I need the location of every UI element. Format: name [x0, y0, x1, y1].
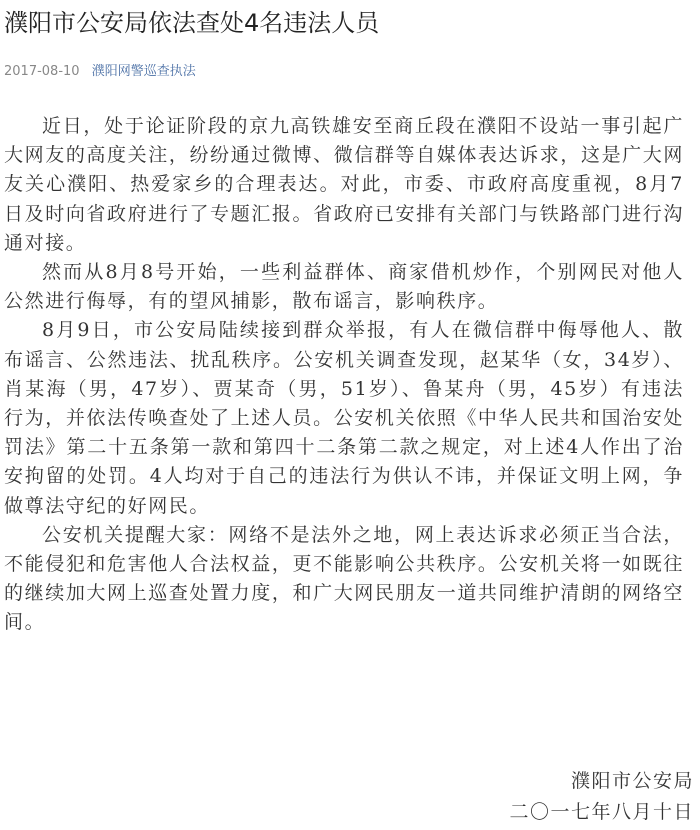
paragraph: 近日，处于论证阶段的京九高铁雄安至商丘段在濮阳不设站一事引起广大网友的高度关注，纷纷通过微博、微信群等自媒体表达诉求，这是广大网友关心濮阳、热爱家乡的合理表达。对此，市委、市政府高度重视，8月7日及时向省政府进行了专题汇报。省政府已安排有关部门与铁路部门进行沟通对接。 — [4, 115, 684, 254]
signature-date: 二〇一七年八月十日 — [509, 801, 694, 823]
article-title: 濮阳市公安局依法查处4名违法人员 — [4, 9, 380, 37]
signature-org: 濮阳市公安局 — [570, 770, 694, 792]
article-body — [4, 112, 684, 638]
signature-block — [509, 766, 694, 828]
paragraph: 公安机关提醒大家：网络不是法外之地，网上表达诉求必须正当合法，不能侵犯和危害他人合法权益，更不能影响公共秩序。公安机关将一如既往的继续加大网上巡查处置力度，和广大网民朋友一道共同维护清朗的网络空间。 — [4, 523, 684, 634]
paragraph: 然而从8月8号开始，一些利益群体、商家借机炒作，个别网民对他人公然进行侮辱，有的望风捕影，散布谣言，影响秩序。 — [4, 261, 684, 313]
paragraph: 8月9日，市公安局陆续接到群众举报，有人在微信群中侮辱他人、散布谣言、公然违法、扰乱秩序。公安机关调查发现，赵某华（女，34岁）、肖某海（男，47岁）、贾某奇（男，51岁）、鲁某舟（男，45岁）有违法行为，并依法传唤查处了上述人员。公安机关依照《中华人民共和国治安处罚法》第二十五条第一款和第四十二条第二款之规定，对上述4人作出了治安拘留的处罚。4人均对于自己的违法行为供认不讳，并保证文明上网，争做尊法守纪的好网民。 — [4, 319, 684, 517]
article-meta — [4, 62, 196, 82]
publish-date: 2017-08-10 — [4, 64, 80, 79]
source-link[interactable]: 濮阳网警巡查执法 — [91, 64, 196, 79]
